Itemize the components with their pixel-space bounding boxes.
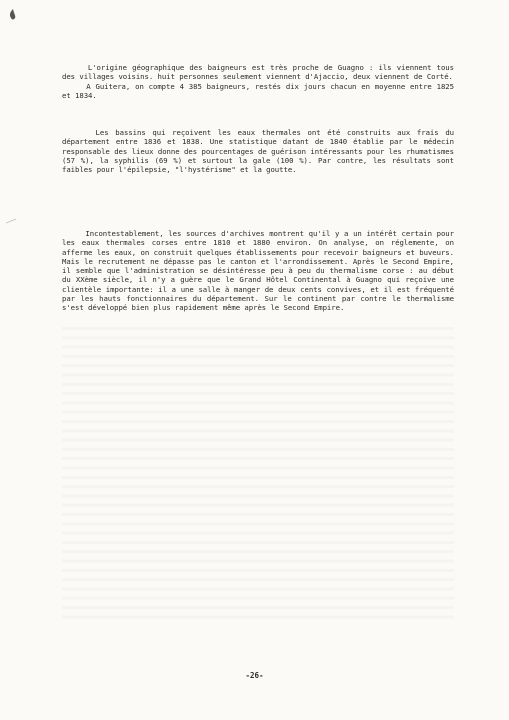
margin-mark — [5, 218, 17, 224]
paragraph-bassins — [62, 128, 459, 175]
paragraph-conclusion — [62, 229, 459, 313]
paragraph-text: L'origine géographique des baigneurs est très proche de Guagno : ils viennent tous des villages voisins. huit personnes seulement viennent d'Ajaccio, deux viennent de Corté. A Guitera, on compte 4 385 baigneurs, restés dix jours chacun en moyenne entre 1825 et 1834. — [62, 63, 454, 100]
paragraph-origin — [62, 63, 454, 100]
paragraph-text: Incontestablement, les sources d'archives montrent qu'il y a un intérêt certain pour les eaux thermales corses entre 1810 et 1880 environ. On analyse, on réglemente, on afferme les eaux, on construit quelques établissements pour recevoir baigneurs et buveurs. Mais le recrutement ne dépasse pas le canton et l'arrondissement. Après le Second Empire, il semble que l'administration se désintéresse peu à peu du thermalisme corse : au début du XXème siècle, il n'y a guère que le Grand Hôtel Continental à Guagno qui reçoive une clientèle importante: il a une salle à manger de deux cents convives, et il est fréquenté par les hauts fonctionnaires du département. Sur le continent par contre le thermalisme s'est développé bien plus rapidement même après le Second Empire. — [62, 229, 459, 313]
paragraph-text: Les bassins qui reçoivent les eaux thermales ont été construits aux frais du département entre 1836 et 1838. Une statistique datant de 1840 établie par le médecin responsable des lieux donne des pourcentages de guérison intéressants pour les rhumatismes (57 %), la syphilis (69 %) et surtout la gale (100 %). Par contre, les résultats sont faibles pour l'épilepsie, "l'hystérisme" et la goutte. — [62, 128, 459, 175]
page-number: -26- — [245, 671, 264, 680]
ink-mark — [8, 8, 18, 22]
bleed-through-texture — [62, 322, 454, 622]
